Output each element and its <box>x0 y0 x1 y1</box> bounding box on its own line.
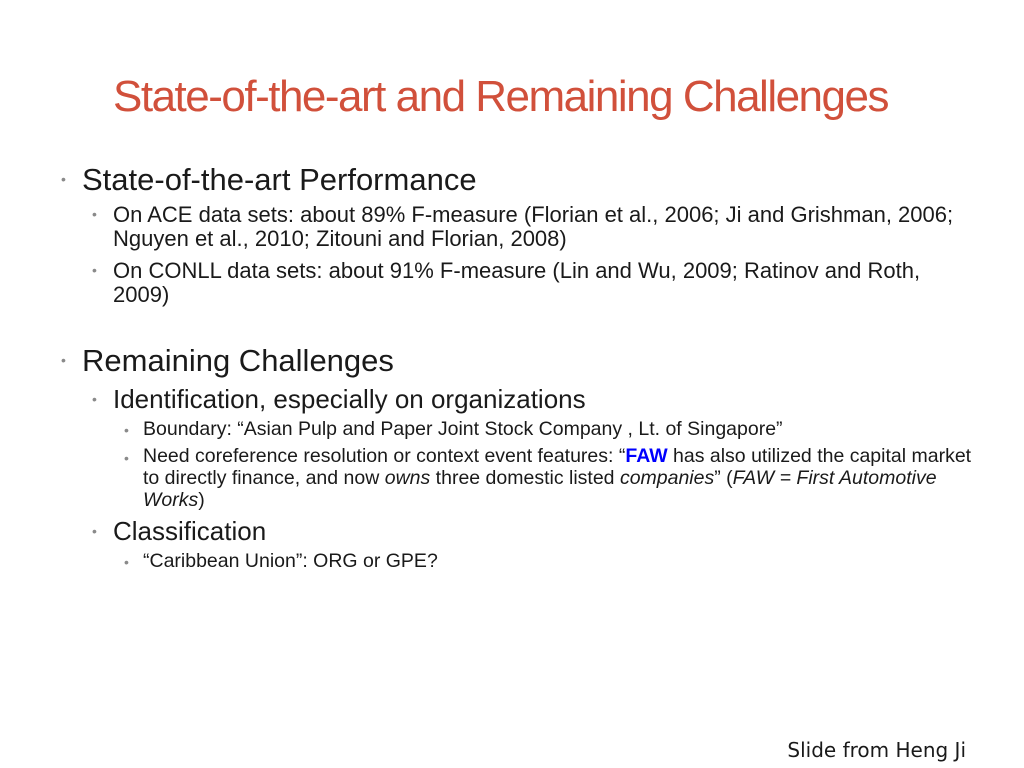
list-item-ace: On ACE data sets: about 89% F-measure (Florian et al., 2006; Ji and Grishman, 2006; Nguyen et al., 2010; Zitouni and Florian, 2008) <box>113 202 954 251</box>
bullet-dot: • <box>61 171 66 187</box>
slide-credit: Slide from Heng Ji <box>787 738 966 762</box>
bullet-dot: • <box>92 206 97 222</box>
slide-title: State-of-the-art and Remaining Challenges <box>113 72 888 121</box>
bullet-dot: • <box>92 262 97 278</box>
companies-emphasis: companies <box>619 467 715 489</box>
list-item-boundary: Boundary: “Asian Pulp and Paper Joint Stock Company , Lt. of Singapore” <box>143 418 783 440</box>
bullet-dot: • <box>124 554 129 570</box>
list-item-conll: On CONLL data sets: about 91% F-measure (Lin and Wu, 2009; Ratinov and Roth, 2009) <box>113 258 921 307</box>
bullet-dot: • <box>92 391 97 407</box>
list-item-identification: Identification, especially on organizations <box>113 384 586 414</box>
bullet-dot: • <box>124 450 129 466</box>
faw-expansion: FAW = First Automotive Works <box>143 467 937 511</box>
owns-emphasis: owns <box>384 467 431 489</box>
coref-text-5: ) <box>198 489 205 511</box>
bullet-dot: • <box>61 352 66 368</box>
coref-text-2: has also utilized the capital market to directly finance, and now <box>143 445 972 489</box>
section-heading-remaining-challenges: Remaining Challenges <box>82 343 394 378</box>
list-item-coreference <box>143 445 973 511</box>
coref-text-1: Need coreference resolution or context event features: “ <box>143 445 626 467</box>
bullet-dot: • <box>92 523 97 539</box>
coref-text-3: three domestic listed <box>430 467 620 489</box>
list-item-caribbean: “Caribbean Union”: ORG or GPE? <box>143 550 438 572</box>
bullet-dot: • <box>124 422 129 438</box>
list-item-classification: Classification <box>113 516 267 546</box>
coref-text-4: ” ( <box>714 467 733 489</box>
section-heading-state-of-the-art: State-of-the-art Performance <box>82 162 477 197</box>
faw-highlight: FAW <box>625 445 668 467</box>
